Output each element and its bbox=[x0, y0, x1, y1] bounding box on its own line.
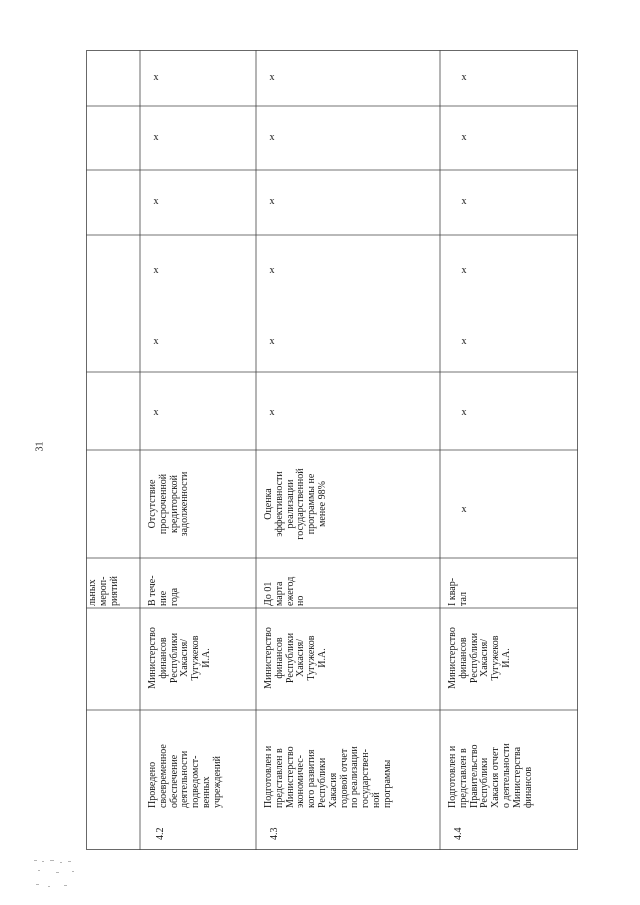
mark-cell: x bbox=[269, 132, 275, 143]
term-cell: До 01 марта ежегод но bbox=[263, 576, 307, 606]
mark-cell: x bbox=[269, 72, 275, 83]
executor-cell: Министерство финансов Республики Хакасия/ Тугужеков И.А. bbox=[147, 627, 212, 689]
mark-cell: x bbox=[153, 196, 159, 207]
activity-cell: Проведено своевременное обеспечение деятельности подведомст- венных учреждений bbox=[147, 744, 223, 808]
mark-cell: x bbox=[153, 72, 159, 83]
mark-cell: x bbox=[269, 407, 275, 418]
executor-cell: Министерство финансов Республики Хакасия/ Тугужеков И.А. bbox=[447, 627, 512, 689]
row-number: 4.2 bbox=[155, 827, 166, 840]
activity-cell: Подготовлен и представлен в Правительство Республики Хакасия отчет о деятельности Министерства финансов bbox=[447, 743, 534, 808]
mark-cell: x bbox=[269, 196, 275, 207]
mark-cell: x bbox=[461, 132, 467, 143]
mark-cell: x bbox=[269, 336, 275, 347]
activity-table bbox=[86, 50, 578, 850]
row-number: 4.4 bbox=[453, 827, 464, 840]
result-cell: Оценка эффективности реализации государственной программы не менее 98% bbox=[263, 468, 328, 540]
mark-cell: x bbox=[153, 407, 159, 418]
mark-cell: x bbox=[153, 336, 159, 347]
result-cell: Отсутствие просроченной кредиторской задолженности bbox=[147, 471, 191, 537]
mark-cell: x bbox=[153, 132, 159, 143]
mark-cell: x bbox=[153, 265, 159, 276]
mark-cell: x bbox=[269, 265, 275, 276]
term-cell: I квар- тал bbox=[447, 577, 469, 606]
scan-noise-marks bbox=[30, 858, 80, 896]
mark-cell: x bbox=[461, 265, 467, 276]
mark-cell: x bbox=[461, 72, 467, 83]
activity-cell: Подготовлен и представлен в Министерство экономичес- кого развития Республики Хакасия годовой отчет по реализации государствен- ной программы bbox=[263, 745, 393, 808]
result-cell: x bbox=[461, 504, 467, 515]
mark-cell: x bbox=[461, 407, 467, 418]
mark-cell: x bbox=[461, 336, 467, 347]
term-cell: В тече- ние года bbox=[147, 575, 180, 606]
executor-cell: Министерство финансов Республики Хакасия/ Тугужеков И.А. bbox=[263, 627, 328, 689]
table-grid bbox=[86, 50, 578, 850]
header-fragment: льных мероп- риятий bbox=[87, 575, 120, 606]
page-number: 31 bbox=[34, 441, 46, 452]
row-number: 4.3 bbox=[269, 827, 280, 840]
mark-cell: x bbox=[461, 196, 467, 207]
